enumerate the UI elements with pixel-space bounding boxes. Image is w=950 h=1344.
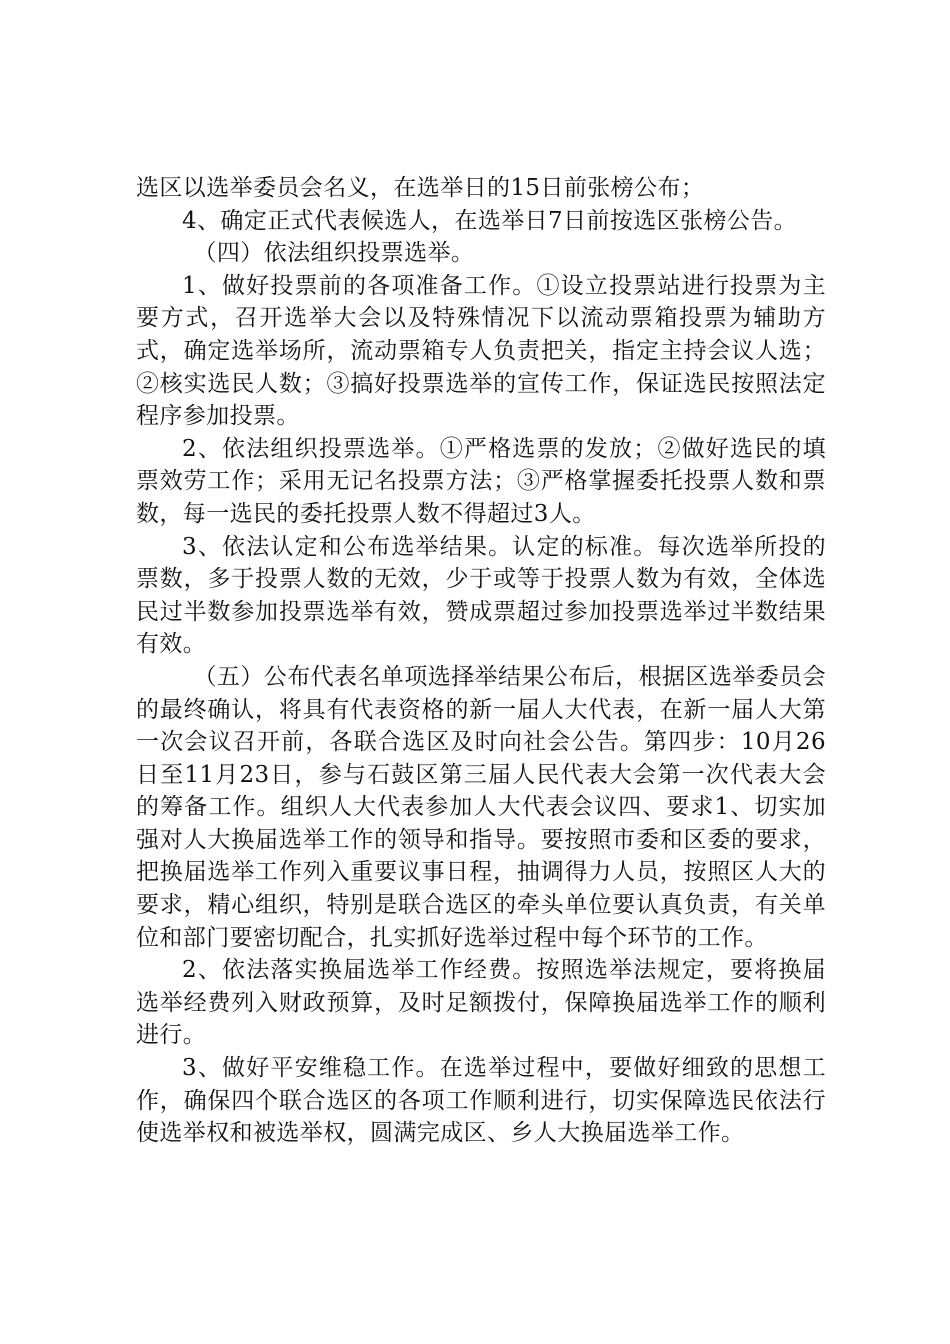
paragraph-continuation: 选区以选举委员会名义，在选举日的15日前张榜公布； [136, 175, 705, 201]
section-heading-5: （五）公布代表名单项选择举结果公布后，根据区选举委员会的最终确认，将具有代表资格的新一届人大代表，在新一届人大第一次会议召开前，各联合选区及时向社会公告。第四步：10月26日至11月23日，参与石鼓区第三届人民代表大会第一次代表大会的筹备工作。组织人大代表参加人大代表会议四、要求1、切实加强对人大换届选举工作的领导和指导。要按照市委和区委的要求，把换届选举工作列入重要议事日程，抽调得力人员，按照区人大的要求，精心组织，特别是联合选区的牵头单位要认真负责，有关单位和部门要密切配合，扎实抓好选举过程中每个环节的工作。 [136, 663, 826, 951]
section-heading-4: （四）依法组织投票选举。 [193, 240, 475, 267]
document-page [136, 172, 826, 1150]
paragraph-voting-organization: 2、依法组织投票选举。①严格选票的发放；②做好选民的填票效劳工作；采用无记名投票方法；③严格掌握委托投票人数和票数，每一选民的委托投票人数不得超过3人。 [136, 435, 826, 527]
paragraph-item-4: 4、确定正式代表候选人，在选举日7日前按选区张榜公告。 [182, 207, 798, 234]
paragraph-funding: 2、依法落实换届选举工作经费。按照选举法规定，要将换届选举经费列入财政预算，及时足额拨付，保障换届选举工作的顺利进行。 [136, 957, 826, 1049]
paragraph-stability: 3、做好平安维稳工作。在选举过程中，要做好细致的思想工作，确保四个联合选区的各项工作顺利进行，切实保障选民依法行使选举权和被选举权，圆满完成区、乡人大换届选举工作。 [136, 1055, 826, 1147]
paragraph-election-results: 3、依法认定和公布选举结果。认定的标准。每次选举所投的票数，多于投票人数的无效，少于或等于投票人数为有效，全体选民过半数参加投票选举有效，赞成票超过参加投票选举过半数结果有效。 [136, 533, 826, 658]
paragraph-voting-preparation: 1、做好投票前的各项准备工作。①设立投票站进行投票为主要方式，召开选举大会以及特殊情况下以流动票箱投票为辅助方式，确定选举场所，流动票箱专人负责把关，指定主持会议人选；②核实选民人数；③搞好投票选举的宣传工作，保证选民按照法定程序参加投票。 [136, 272, 826, 430]
